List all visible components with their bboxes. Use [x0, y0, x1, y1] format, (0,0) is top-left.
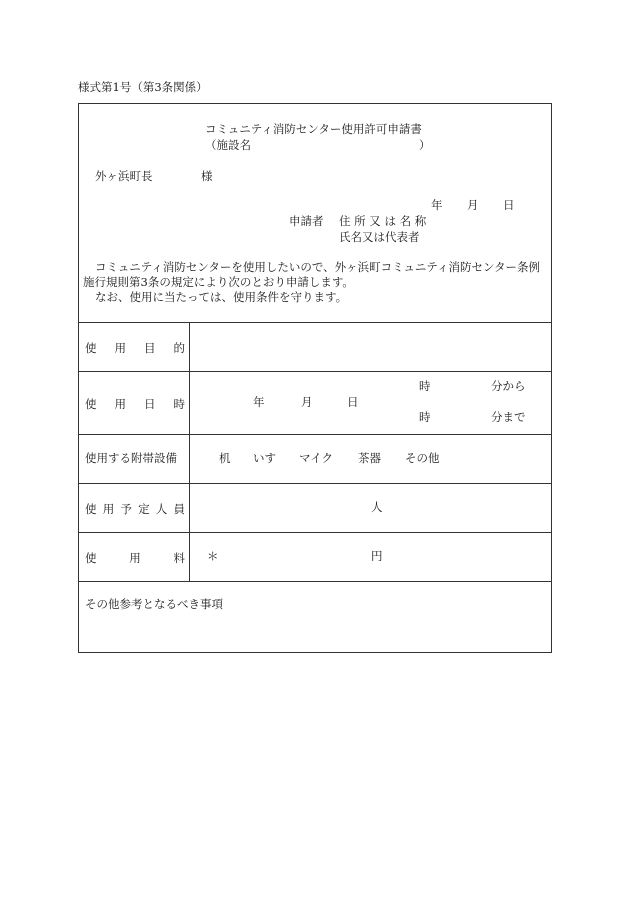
body-text-line3: なお、使用に当たっては、使用条件を守ります。 — [95, 290, 348, 304]
row-divider — [79, 581, 551, 582]
purpose-field[interactable] — [190, 323, 552, 370]
people-unit: 人 — [371, 500, 383, 514]
fee-label: 使 用 料 — [85, 551, 185, 565]
start-minute: 分から — [491, 379, 526, 393]
body-text-line1: コミュニティ消防センターを使用したいので、外ヶ浜町コミュニティ消防センター条例 — [95, 260, 541, 274]
fee-unit: 円 — [371, 549, 383, 563]
equipment-label: 使用する附帯設備 — [85, 451, 177, 465]
application-form — [78, 103, 552, 653]
end-hour: 時 — [419, 410, 431, 424]
end-minute: 分まで — [491, 410, 526, 424]
people-label: 使 用 予 定 人 員 — [85, 502, 185, 516]
form-title: コミュニティ消防センター使用許可申請書 — [205, 122, 422, 136]
applicant-name-label: 氏名又は代表者 — [339, 230, 420, 244]
use-year: 年 — [253, 395, 265, 409]
equipment-microphone[interactable]: マイク — [299, 451, 334, 465]
date-month: 月 — [467, 198, 479, 212]
equipment-other[interactable]: その他 — [405, 451, 440, 465]
facility-name-close: ） — [419, 138, 431, 152]
applicant-label: 申請者 — [289, 214, 324, 228]
notes-field[interactable] — [80, 616, 550, 650]
recipient: 外ヶ浜町長 — [95, 169, 153, 183]
applicant-address-label: 住 所 又 は 名 称 — [339, 214, 427, 228]
use-day: 日 — [347, 395, 359, 409]
row-divider — [79, 434, 551, 435]
equipment-desk[interactable]: 机 — [219, 451, 231, 465]
form-number: 様式第1号（第3条関係） — [78, 80, 208, 94]
datetime-label: 使 用 日 時 — [85, 397, 185, 411]
fee-field[interactable] — [229, 533, 439, 580]
purpose-label: 使 用 目 的 — [85, 341, 185, 355]
equipment-chair[interactable]: いす — [253, 451, 276, 465]
start-hour: 時 — [419, 379, 431, 393]
notes-label: その他参考となるべき事項 — [85, 597, 223, 611]
row-divider — [79, 371, 551, 372]
body-text-line2: 施行規則第3条の規定により次のとおり申請します。 — [83, 275, 354, 289]
use-month: 月 — [301, 395, 313, 409]
recipient-honorific: 様 — [201, 169, 213, 183]
date-day: 日 — [503, 198, 515, 212]
equipment-tea-set[interactable]: 茶器 — [358, 451, 381, 465]
people-field[interactable] — [190, 484, 440, 531]
facility-name-open: （施設名 — [205, 138, 251, 152]
fee-mark: ＊ — [207, 549, 219, 563]
date-year: 年 — [431, 198, 443, 212]
